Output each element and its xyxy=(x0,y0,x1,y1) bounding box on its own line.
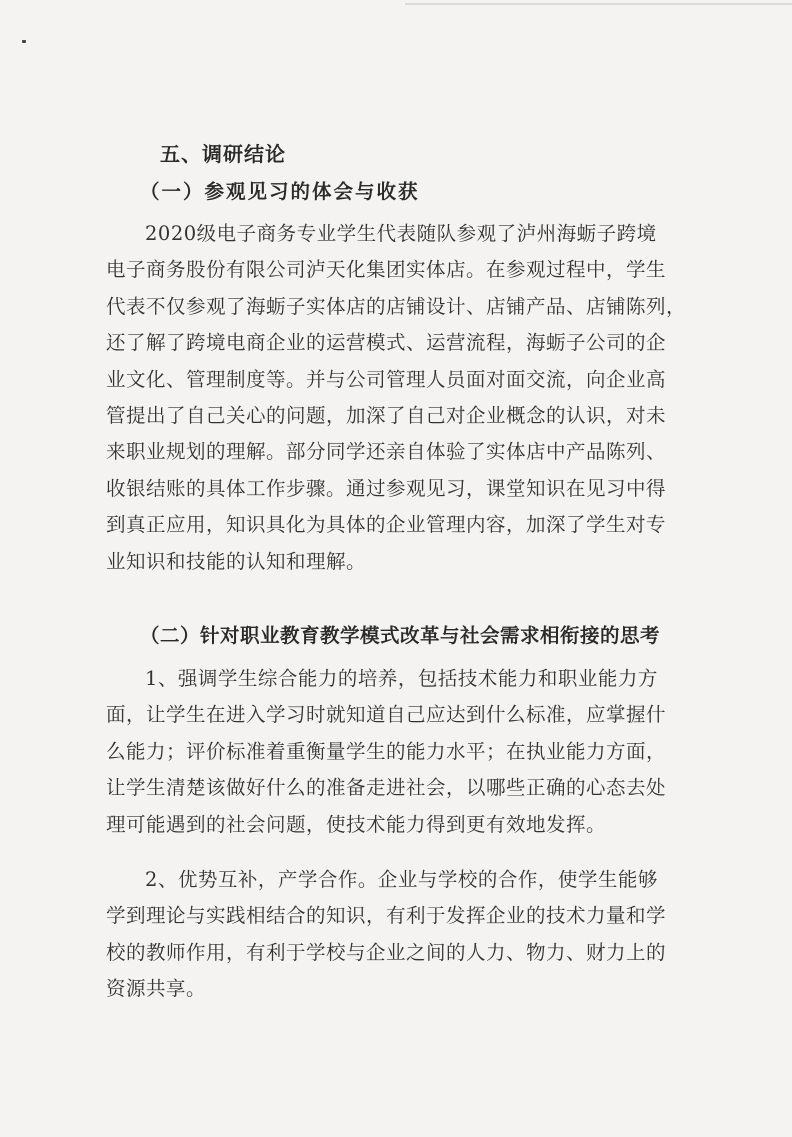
subsection-heading-2: （二）针对职业教育教学模式改革与社会需求相衔接的思考 xyxy=(140,624,661,647)
text-line: 2020级电子商务专业学生代表随队参观了泸州海蛎子跨境 xyxy=(145,222,657,245)
text-line: 校的教师作用，有利于学校与企业之间的人力、物力、财力上的 xyxy=(106,940,667,964)
scan-edge-line xyxy=(405,3,792,5)
text-line: 电子商务股份有限公司泸天化集团实体店。在参观过程中，学生 xyxy=(106,258,667,282)
section-heading: 五、调研结论 xyxy=(160,142,286,166)
text-line: 收银结账的具体工作步骤。通过参观见习，课堂知识在见习中得 xyxy=(106,476,667,500)
text-line: 理可能遇到的社会问题，使技术能力得到更有效地发挥。 xyxy=(106,812,607,836)
text-line: 么能力；评价标准着重衡量学生的能力水平；在执业能力方面， xyxy=(106,739,667,763)
text-line: 到真正应用，知识具化为具体的企业管理内容，加深了学生对专 xyxy=(106,513,667,537)
text-line: 业文化、管理制度等。并与公司管理人员面对面交流，向企业高 xyxy=(106,367,667,391)
paragraph-point-2 xyxy=(106,862,706,1008)
text-line: 学到理论与实践相结合的知识，有利于发挥企业的技术力量和学 xyxy=(106,904,667,928)
text-line: 还了解了跨境电商企业的运营模式、运营流程，海蛎子公司的企 xyxy=(106,331,667,355)
text-line: 1、强调学生综合能力的培养，包括技术能力和职业能力方 xyxy=(145,667,658,690)
scan-speck xyxy=(22,40,26,43)
text-line: 让学生清楚该做好什么的准备走进社会，以哪些正确的心态去处 xyxy=(106,776,667,800)
text-line: 资源共享。 xyxy=(106,977,207,1001)
text-line: 2、优势互补，产学合作。企业与学校的合作，使学生能够 xyxy=(145,868,658,891)
text-line: 业知识和技能的认知和理解。 xyxy=(106,549,367,573)
text-line: 代表不仅参观了海蛎子实体店的店铺设计、店铺产品、店铺陈列， xyxy=(106,294,687,318)
text-line: 来职业规划的理解。部分同学还亲自体验了实体店中产品陈列、 xyxy=(106,440,667,464)
paragraph-visit-experience xyxy=(106,216,706,580)
text-line: 面，让学生在进入学习时就知道自己应达到什么标准，应掌握什 xyxy=(106,703,667,727)
text-line: 管提出了自己关心的问题，加深了自己对企业概念的认识，对未 xyxy=(106,404,667,428)
paragraph-point-1 xyxy=(106,661,706,843)
subsection-heading-1: （一）参观见习的体会与收获 xyxy=(140,180,420,203)
